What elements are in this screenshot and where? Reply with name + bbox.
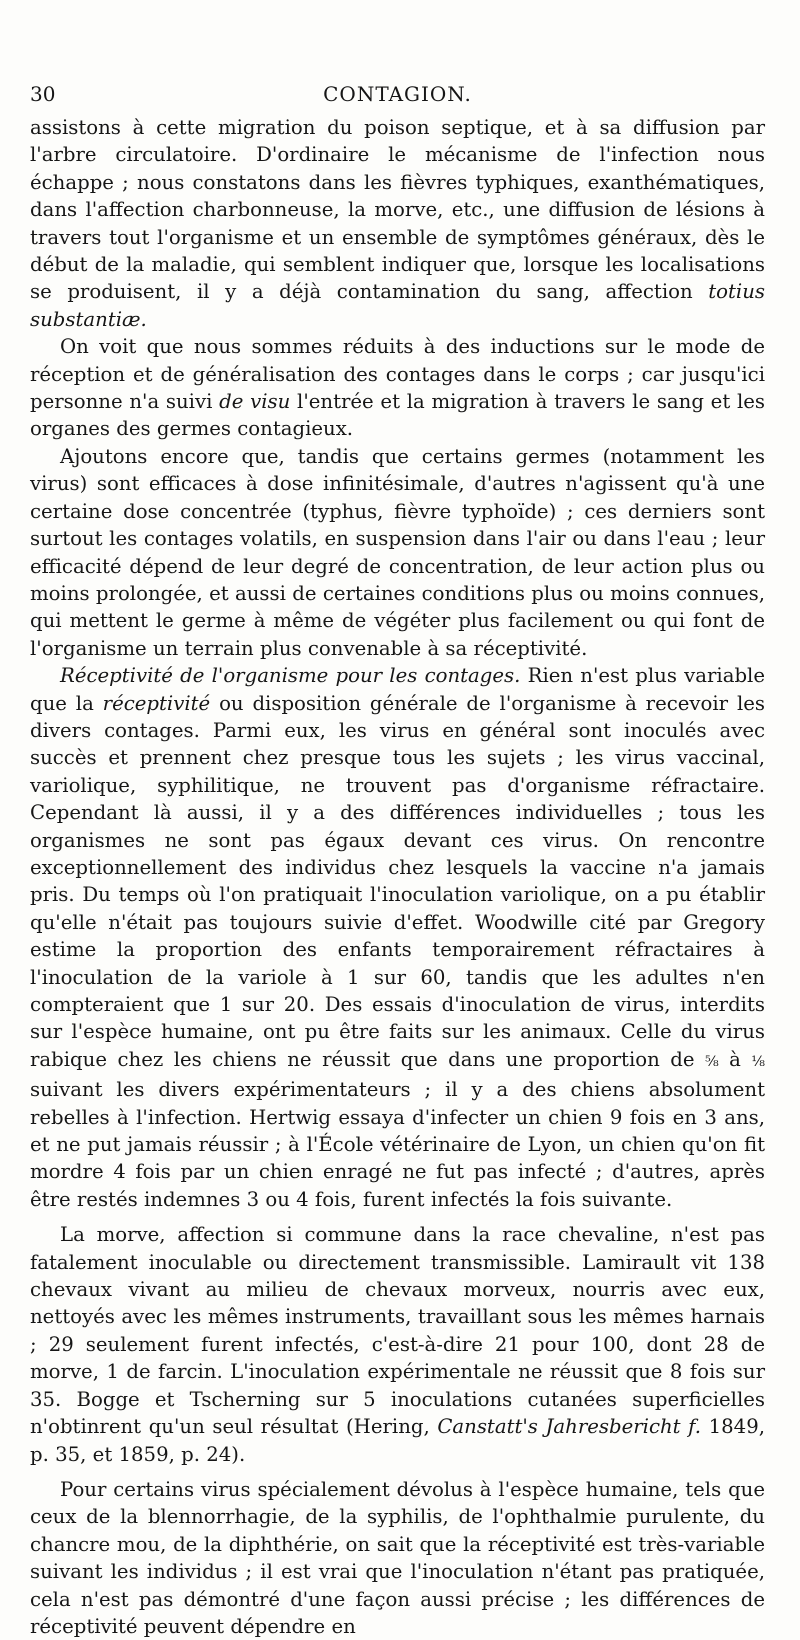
page-number: 30: [30, 82, 56, 106]
paragraph-4: [30, 662, 765, 1213]
fraction: ⅛: [751, 1053, 765, 1070]
text-run: à: [718, 1047, 752, 1071]
paragraph-1: [30, 114, 765, 333]
text-run: Ajoutons encore que, tandis que certains germes (notamment les virus) sont efficaces à dose infinitésimale, d'autres n'agissent qu'à une certaine dose concentrée (typhus, fièvre typhoïde) ; ces derniers sont surtout les contages volatils, en suspension dans l'air ou dans l'eau ; leur efficacité dépend de leur degré de concentration, de leur action plus ou moins prolongée, et aussi de certaines conditions plus ou moins connues, qui mettent le germe à même de végéter plus facilement ou qui font de l'organisme un terrain plus convenable à sa réceptivité.: [30, 444, 765, 660]
text-run: Pour certains virus spécialement dévolus à l'espèce humaine, tels que ceux de la blennorrhagie, de la syphilis, de l'ophthalmie purulente, du chancre mou, de la diphthérie, on sait que la réceptivité est très-variable suivant les individus ; il est vrai que l'inoculation n'étant pas pratiquée, cela n'est pas démontré d'une façon aussi précise ; les différences de réceptivité peuvent dépendre en: [30, 1477, 765, 1638]
text-run: 1849, p. 35, et 1859, p. 24).: [30, 1415, 765, 1466]
text-run: On voit que nous sommes réduits à des inductions sur le mode de réception et de généralisation des contages dans le corps ; car jusqu'ici personne n'a suivi: [30, 335, 765, 414]
paragraph-5: [30, 1221, 765, 1468]
text-run: suivant les divers expérimentateurs ; il y a des chiens absolument rebelles à l'infection. Hertwig essaya d'infecter un chien 9 fois en 3 ans, et ne put jamais réussir ; à l'École vétérinaire de Lyon, un chien qu'on fit mordre 4 fois par un chien enragé ne fut pas infecté ; d'autres, après être restés indemnes 3 ou 4 fois, furent infectés la fois suivante.: [30, 1078, 765, 1211]
text-run: Rien n'est plus variable que la: [30, 664, 766, 715]
section-heading: Réceptivité de l'organisme pour les contages.: [60, 664, 521, 688]
body-text: [30, 114, 765, 1640]
italic-term: totius substantiæ.: [30, 280, 765, 331]
paragraph-2: [30, 333, 765, 443]
running-head: CONTAGION.: [323, 82, 472, 106]
page-header: [30, 82, 765, 112]
italic-term: réceptivité: [102, 691, 211, 715]
text-run: assistons à cette migration du poison septique, et à sa diffusion par l'arbre circulatoire. D'ordinaire le mécanisme de l'infection nous échappe ; nous constatons dans les fièvres typhiques, exanthématiques, dans l'affection charbonneuse, la morve, etc., une diffusion de lésions à travers tout l'organisme et un ensemble de symptômes généraux, dès le début de la maladie, qui semblent indiquer que, lorsque les localisations se produisent, il y a déjà contamination du sang, affection: [30, 116, 765, 304]
text-run: La morve, affection si commune dans la race chevaline, n'est pas fatalement inoculable ou directement transmissible. Lamirault vit 138 chevaux vivant au milieu de chevaux morveux, nourris avec eux, nettoyés avec les mêmes instruments, travaillant sous les mêmes harnais ; 29 seulement furent infectés, c'est-à-dire 21 pour 100, dont 28 de morve, 1 de farcin. L'inoculation expérimentale ne réussit que 8 fois sur 35. Bogge et Tscherning sur 5 inoculations cutanées superficielles n'obtinrent qu'un seul résultat (Hering,: [30, 1223, 765, 1439]
italic-citation: Canstatt's Jahresbericht f.: [437, 1415, 702, 1439]
paragraph-6: [30, 1476, 765, 1640]
fraction: ⅝: [705, 1053, 719, 1070]
paragraph-3: [30, 443, 765, 662]
text-run: ou disposition générale de l'organisme à recevoir les divers contages. Parmi eux, les virus en général sont inoculés avec succès et prennent chez presque tous les sujets ; les virus vaccinal, variolique, syphilitique, ne trouvent pas d'organisme réfractaire. Cependant là aussi, il y a des différences individuelles ; tous les organismes ne sont pas égaux devant ces virus. On rencontre exceptionnellement des individus chez lesquels la vaccine n'a jamais pris. Du temps où l'on pratiquait l'inoculation variolique, on a pu établir qu'elle n'était pas toujours suivie d'effet. Woodwille cité par Gregory estime la proportion des enfants temporairement réfractaires à l'inoculation de la variole à 1 sur 60, tandis que les adultes n'en compteraient que 1 sur 20. Des essais d'inoculation de virus, interdits sur l'espèce humaine, ont pu être faits sur les animaux. Celle du virus rabique chez les chiens ne réussit que dans une proportion de: [30, 691, 765, 1071]
text-run: l'entrée et la migration à travers le sang et les organes des germes contagieux.: [30, 390, 766, 441]
italic-term: de visu: [219, 390, 291, 414]
